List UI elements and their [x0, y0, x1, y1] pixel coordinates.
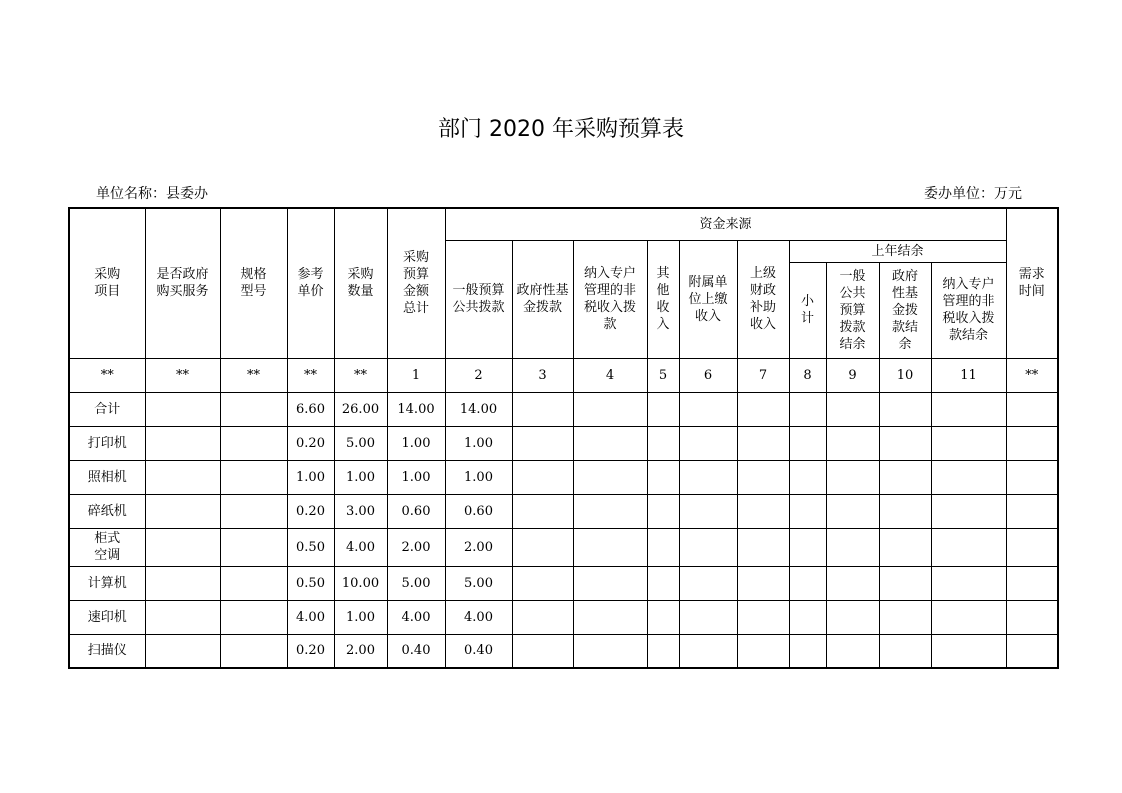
item-name-cell: 扫描仪	[69, 634, 145, 668]
empty-cell	[679, 600, 737, 634]
empty-cell	[573, 494, 647, 528]
empty-cell	[573, 426, 647, 460]
quantity-cell: 3.00	[334, 494, 387, 528]
empty-cell	[826, 392, 879, 426]
index-cell: 6	[679, 358, 737, 392]
procurement-budget-table	[68, 207, 1059, 669]
header-item: 采购项目	[69, 208, 145, 358]
empty-cell	[512, 426, 573, 460]
empty-cell	[679, 634, 737, 668]
empty-cell	[512, 494, 573, 528]
quantity-cell: 10.00	[334, 566, 387, 600]
index-row	[69, 358, 1058, 392]
empty-cell	[647, 392, 679, 426]
empty-cell	[931, 566, 1006, 600]
gov-service-cell	[145, 426, 220, 460]
item-name-cell: 打印机	[69, 426, 145, 460]
header-gov-fund: 政府性基金拨款	[512, 240, 573, 358]
empty-cell	[573, 528, 647, 566]
header-other-income: 其他收入	[647, 240, 679, 358]
item-name-cell: 速印机	[69, 600, 145, 634]
empty-cell	[573, 392, 647, 426]
empty-cell	[931, 392, 1006, 426]
empty-cell	[789, 426, 826, 460]
spec-cell	[220, 426, 287, 460]
ref-price-cell: 0.20	[287, 634, 334, 668]
index-cell: 7	[737, 358, 789, 392]
empty-cell	[737, 634, 789, 668]
header-total: 采购预算金额总计	[387, 208, 445, 358]
total-cell: 0.60	[387, 494, 445, 528]
general-budget-cell: 0.40	[445, 634, 512, 668]
table-row	[69, 528, 1058, 566]
empty-cell	[737, 426, 789, 460]
index-cell: 8	[789, 358, 826, 392]
empty-cell	[931, 426, 1006, 460]
item-name-cell: 计算机	[69, 566, 145, 600]
index-cell: **	[69, 358, 145, 392]
table-row	[69, 392, 1058, 426]
header-bal-special: 纳入专户管理的非税收入拨款结余	[931, 262, 1006, 358]
empty-cell	[1006, 494, 1058, 528]
ref-price-cell: 0.20	[287, 494, 334, 528]
table-row	[69, 566, 1058, 600]
header-funding-source: 资金来源	[445, 208, 1006, 240]
general-budget-cell: 2.00	[445, 528, 512, 566]
index-cell: 1	[387, 358, 445, 392]
empty-cell	[737, 528, 789, 566]
header-bal-general: 一般公共预算拨款结余	[826, 262, 879, 358]
index-cell: 4	[573, 358, 647, 392]
general-budget-cell: 5.00	[445, 566, 512, 600]
header-spec: 规格型号	[220, 208, 287, 358]
table-row	[69, 426, 1058, 460]
empty-cell	[826, 600, 879, 634]
empty-cell	[826, 566, 879, 600]
empty-cell	[679, 528, 737, 566]
empty-cell	[879, 460, 931, 494]
empty-cell	[789, 392, 826, 426]
empty-cell	[931, 600, 1006, 634]
empty-cell	[931, 460, 1006, 494]
header-affiliated: 附属单位上缴收入	[679, 240, 737, 358]
empty-cell	[647, 566, 679, 600]
index-cell: 10	[879, 358, 931, 392]
total-cell: 1.00	[387, 460, 445, 494]
general-budget-cell: 1.00	[445, 460, 512, 494]
quantity-cell: 1.00	[334, 460, 387, 494]
spec-cell	[220, 460, 287, 494]
quantity-cell: 2.00	[334, 634, 387, 668]
ref-price-cell: 0.50	[287, 528, 334, 566]
empty-cell	[789, 494, 826, 528]
empty-cell	[512, 634, 573, 668]
empty-cell	[1006, 634, 1058, 668]
empty-cell	[789, 600, 826, 634]
header-subtotal: 小计	[789, 262, 826, 358]
index-cell: 9	[826, 358, 879, 392]
table-row	[69, 634, 1058, 668]
empty-cell	[512, 566, 573, 600]
general-budget-cell: 4.00	[445, 600, 512, 634]
empty-cell	[879, 634, 931, 668]
table-row	[69, 460, 1058, 494]
empty-cell	[826, 494, 879, 528]
empty-cell	[647, 600, 679, 634]
header-special-nontax: 纳入专户管理的非税收入拨款	[573, 240, 647, 358]
total-cell: 0.40	[387, 634, 445, 668]
index-cell: **	[1006, 358, 1058, 392]
general-budget-cell: 14.00	[445, 392, 512, 426]
header-quantity: 采购数量	[334, 208, 387, 358]
empty-cell	[1006, 600, 1058, 634]
total-cell: 1.00	[387, 426, 445, 460]
total-cell: 4.00	[387, 600, 445, 634]
empty-cell	[679, 426, 737, 460]
unit-measure: 委办单位：万元	[924, 186, 1022, 202]
total-cell: 2.00	[387, 528, 445, 566]
table-row	[69, 600, 1058, 634]
empty-cell	[573, 600, 647, 634]
index-cell: **	[287, 358, 334, 392]
empty-cell	[573, 566, 647, 600]
empty-cell	[789, 528, 826, 566]
empty-cell	[573, 634, 647, 668]
spec-cell	[220, 600, 287, 634]
empty-cell	[679, 392, 737, 426]
empty-cell	[737, 600, 789, 634]
gov-service-cell	[145, 460, 220, 494]
empty-cell	[1006, 528, 1058, 566]
index-cell: 2	[445, 358, 512, 392]
ref-price-cell: 0.50	[287, 566, 334, 600]
empty-cell	[1006, 460, 1058, 494]
gov-service-cell	[145, 528, 220, 566]
index-cell: 11	[931, 358, 1006, 392]
empty-cell	[789, 460, 826, 494]
empty-cell	[826, 528, 879, 566]
empty-cell	[879, 566, 931, 600]
empty-cell	[647, 494, 679, 528]
quantity-cell: 26.00	[334, 392, 387, 426]
spec-cell	[220, 528, 287, 566]
empty-cell	[1006, 566, 1058, 600]
gov-service-cell	[145, 494, 220, 528]
spec-cell	[220, 392, 287, 426]
total-cell: 14.00	[387, 392, 445, 426]
gov-service-cell	[145, 600, 220, 634]
empty-cell	[789, 566, 826, 600]
ref-price-cell: 0.20	[287, 426, 334, 460]
empty-cell	[1006, 392, 1058, 426]
empty-cell	[679, 566, 737, 600]
empty-cell	[679, 494, 737, 528]
empty-cell	[647, 634, 679, 668]
item-name-cell: 碎纸机	[69, 494, 145, 528]
header-bal-gov-fund: 政府性基金拨款结余	[879, 262, 931, 358]
empty-cell	[512, 460, 573, 494]
empty-cell	[879, 494, 931, 528]
empty-cell	[879, 392, 931, 426]
general-budget-cell: 1.00	[445, 426, 512, 460]
index-cell: **	[220, 358, 287, 392]
empty-cell	[573, 460, 647, 494]
index-cell: **	[145, 358, 220, 392]
empty-cell	[647, 528, 679, 566]
quantity-cell: 4.00	[334, 528, 387, 566]
header-superior-subsidy: 上级财政补助收入	[737, 240, 789, 358]
empty-cell	[647, 426, 679, 460]
quantity-cell: 1.00	[334, 600, 387, 634]
gov-service-cell	[145, 392, 220, 426]
empty-cell	[737, 494, 789, 528]
item-name-cell: 柜式空调	[69, 528, 145, 566]
spec-cell	[220, 566, 287, 600]
empty-cell	[879, 426, 931, 460]
general-budget-cell: 0.60	[445, 494, 512, 528]
empty-cell	[826, 634, 879, 668]
header-last-year-balance: 上年结余	[789, 240, 1006, 262]
empty-cell	[879, 528, 931, 566]
empty-cell	[931, 494, 1006, 528]
empty-cell	[512, 528, 573, 566]
ref-price-cell: 1.00	[287, 460, 334, 494]
empty-cell	[879, 600, 931, 634]
gov-service-cell	[145, 634, 220, 668]
empty-cell	[931, 634, 1006, 668]
index-cell: 5	[647, 358, 679, 392]
empty-cell	[737, 460, 789, 494]
page-title: 部门 2020 年采购预算表	[438, 117, 684, 142]
total-cell: 5.00	[387, 566, 445, 600]
spec-cell	[220, 494, 287, 528]
empty-cell	[512, 392, 573, 426]
empty-cell	[647, 460, 679, 494]
quantity-cell: 5.00	[334, 426, 387, 460]
empty-cell	[826, 460, 879, 494]
empty-cell	[737, 566, 789, 600]
empty-cell	[737, 392, 789, 426]
spec-cell	[220, 634, 287, 668]
header-general-budget: 一般预算公共拨款	[445, 240, 512, 358]
empty-cell	[1006, 426, 1058, 460]
empty-cell	[789, 634, 826, 668]
header-demand-time: 需求时间	[1006, 208, 1058, 358]
empty-cell	[512, 600, 573, 634]
empty-cell	[826, 426, 879, 460]
ref-price-cell: 4.00	[287, 600, 334, 634]
item-name-cell: 照相机	[69, 460, 145, 494]
item-name-cell: 合计	[69, 392, 145, 426]
index-cell: 3	[512, 358, 573, 392]
ref-price-cell: 6.60	[287, 392, 334, 426]
empty-cell	[679, 460, 737, 494]
table-row	[69, 494, 1058, 528]
header-gov-service: 是否政府购买服务	[145, 208, 220, 358]
header-ref-price: 参考单价	[287, 208, 334, 358]
empty-cell	[931, 528, 1006, 566]
gov-service-cell	[145, 566, 220, 600]
index-cell: **	[334, 358, 387, 392]
unit-name: 单位名称：县委办	[96, 186, 208, 202]
